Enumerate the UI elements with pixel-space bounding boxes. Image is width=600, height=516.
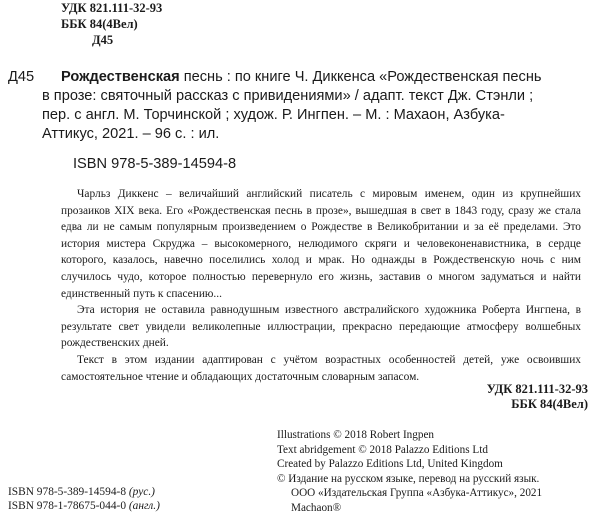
catalog-line-4: Аттикус, 2021. – 96 с. : ил. — [42, 126, 220, 142]
catalog-line-3: пер. с англ. М. Торчинской ; худож. Р. Ингпен. – М. : Махаон, Азбука- — [42, 107, 505, 123]
copyright-line: Machaon® — [291, 501, 342, 514]
isbn-russian — [8, 486, 155, 498]
catalog-line-1 — [61, 68, 542, 87]
copyright-line: © Издание на русском языке, перевод на русский язык. — [277, 472, 540, 485]
catalog-title: Рождественская — [61, 69, 180, 85]
header-bbk: ББК 84(4Вел) — [61, 17, 138, 31]
isbn-english-number: ISBN 978-1-78675-044-0 — [8, 500, 127, 512]
header-udk: УДК 821.111-32-93 — [61, 1, 163, 15]
header-author-code: Д45 — [92, 33, 114, 47]
copyright-line: Created by Palazzo Editions Ltd, United Kingdom — [277, 458, 503, 471]
copyright-block — [277, 428, 597, 516]
description-paragraph-3: Текст в этом издании адаптирован с учётом возрастных особенностей детей, уже освоивших самостоятельное чтение и обладающих достаточным словарным запасом. — [61, 353, 581, 383]
description-paragraph-1: Чарльз Диккенс – величайший английский писатель с мировым именем, один из крупнейших прозаиков XIX века. Его «Рождественская песнь в прозе», вышедшая в свет в 1843 году, сразу же стала едва ли не самым популярным произведением о Рождестве в Великобритании и за её пределами. Это история мистера Скруджа – высокомерного, нелюдимого скряги и человеконенавистника, в сердце которого, казалось, навечно поселились холод и мрак. Но однажды в Рождественскую ночь с ним случилось чудо, которое полностью перевернуло его жизнь, заставив о многом задуматься и найти единственный путь к спасению... — [61, 188, 581, 300]
isbn-english-note: (англ.) — [128, 500, 160, 512]
copyright-line: ООО «Издательская Группа «Азбука-Аттикус», 2021 — [291, 487, 543, 500]
classification-bbk: ББК 84(4Вел) — [511, 397, 588, 411]
catalog-isbn: ISBN 978-5-389-14594-8 — [73, 156, 237, 172]
copyright-line: Text abridgement © 2018 Palazzo Editions Ltd — [277, 443, 488, 456]
description — [61, 186, 581, 385]
catalog-line-2: в прозе: святочный рассказ с привидениями» / адапт. текст Дж. Стэнли ; — [42, 88, 534, 104]
catalog-line-1-rest: песнь : по книге Ч. Диккенса «Рождественская песнь — [179, 69, 542, 85]
copyright-line: Illustrations © 2018 Robert Ingpen — [277, 429, 435, 441]
catalog-code: Д45 — [8, 69, 35, 85]
isbn-english — [8, 500, 160, 512]
isbn-russian-note: (рус.) — [128, 486, 155, 498]
isbn-russian-number: ISBN 978-5-389-14594-8 — [8, 486, 127, 498]
description-paragraph-2: Эта история не оставила равнодушным известного австралийского художника Роберта Ингпена, в результате свет увидели великолепные иллюстрации, прекрасно передающие атмосферу волшебных рождественских дней. — [61, 304, 581, 350]
classification-udk: УДК 821.111-32-93 — [486, 382, 588, 396]
